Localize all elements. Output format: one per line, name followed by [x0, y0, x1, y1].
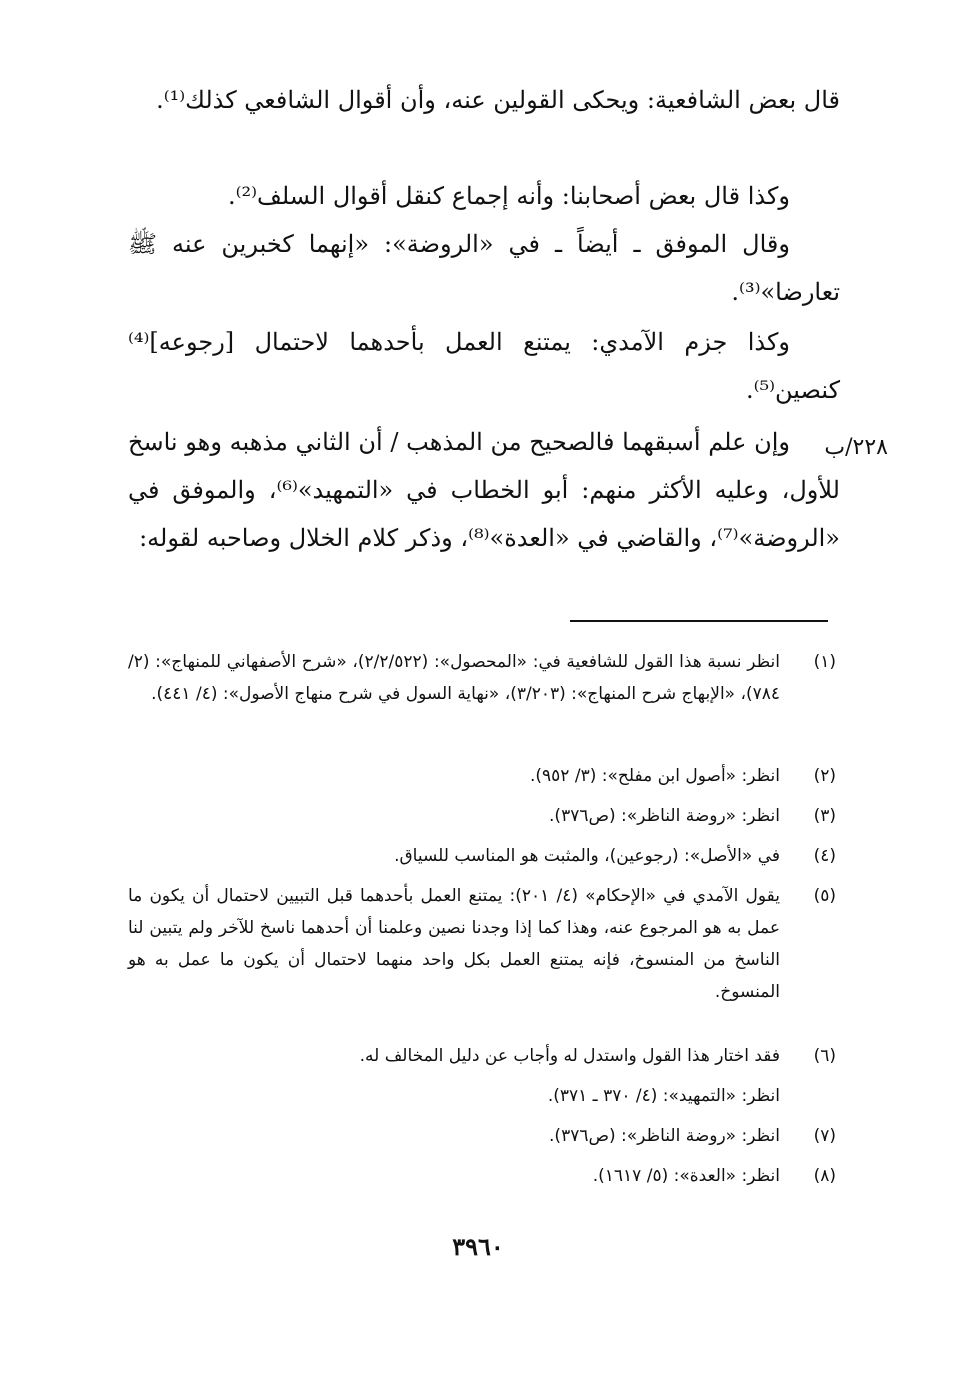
footnote-number: (٦): [813, 1046, 836, 1066]
footnote-4: [250, 840, 836, 872]
footnote-text: انظر: «روضة الناظر»: (ص٣٧٦).: [549, 806, 780, 826]
footnote-number: (٤): [813, 846, 836, 866]
footnote-number: (٢): [813, 766, 836, 786]
paragraph-5: وإن علم أسبقهما فالصحيح من المذهب / أن الثاني مذهبه وهو ناسخ للأول، وعليه الأكثر منهم: أبو الخطاب في «التمهيد»⁽⁶⁾، والموفق في «الروضة»⁽⁷⁾، والقاضي في «العدة»⁽⁸⁾، وذكر كلام الخلال وصاحبه لقوله:: [128, 428, 840, 552]
footnote-text: فقد اختار هذا القول واستدل له وأجاب عن دليل المخالف له.: [359, 1046, 780, 1066]
paragraph-2: وكذا قال بعض أصحابنا: وأنه إجماع كنقل أقوال السلف⁽²⁾.: [227, 182, 790, 210]
footnote-6: [250, 1040, 836, 1072]
footnote-text: انظر: «روضة الناظر»: (ص٣٧٦).: [549, 1126, 780, 1146]
footnote-6-continued: [300, 1080, 836, 1112]
footnote-1: [128, 646, 836, 742]
footnote-3: [300, 800, 836, 832]
footnote-text: انظر: «التمهيد»: (٤/ ٣٧٠ ـ ٣٧١).: [547, 1086, 780, 1106]
footnote-number: (٣): [813, 806, 836, 826]
footnote-8: [300, 1160, 836, 1192]
footnote-number: (٥): [813, 886, 836, 906]
footnote-text: في «الأصل»: (رجوعين)، والمثبت هو المناسب للسياق.: [394, 846, 780, 866]
footnote-text: انظر: «العدة»: (٥/ ١٦١٧).: [592, 1166, 780, 1186]
footnote-text: انظر نسبة هذا القول للشافعية في: «المحصول»: (٢/٢/٥٢٢)، «شرح الأصفهاني للمنهاج»: (٢/ ٧٨٤)، «الإبهاج شرح المنهاج»: (٣/٢٠٣)، «نهاية السول في شرح منهاج الأصول»: (٤/ ٤٤١).: [128, 652, 780, 704]
footnote-7: [300, 1120, 836, 1152]
footnote-number: (٧): [813, 1126, 836, 1146]
paragraph-1: قال بعض الشافعية: ويحكى القولين عنه، وأن أقوال الشافعي كذلك⁽¹⁾.: [156, 86, 840, 114]
footnote-text: يقول الآمدي في «الإحكام» (٤/ ٢٠١): يمتنع العمل بأحدهما قبل التبيين لاحتمال أن يكون ما عمل به هو المرجوع عنه، وهذا كما إذا وجدنا نصين وعلمنا أن أحدهما ناسخ للآخر ولم يتبين لنا الناسخ من المنسوخ، فإنه يمتنع العمل بكل واحد منهما لاحتمال أن يكون ما عمل به هو المنسوخ.: [128, 886, 780, 1002]
footnote-number: (٨): [813, 1166, 836, 1186]
footnote-2: [300, 760, 836, 792]
paragraph-4: وكذا جزم الآمدي: يمتنع العمل بأحدهما لاحتمال [رجوعه]⁽⁴⁾ كنصين⁽⁵⁾.: [128, 328, 840, 404]
page-number: ٣٩٦٠: [452, 1232, 504, 1261]
footnote-text: انظر: «أصول ابن مفلح»: (٣/ ٩٥٢).: [529, 766, 780, 786]
paragraph-3: وقال الموفق ـ أيضاً ـ في «الروضة»: «إنهما كخبرين عنه ﷺ تعارضا»⁽³⁾.: [128, 230, 840, 306]
footnote-divider: [570, 620, 828, 622]
footnote-5: [128, 880, 836, 1030]
footnote-number: (١): [813, 652, 836, 672]
margin-folio-note: ٢٢٨/ب: [824, 435, 888, 460]
